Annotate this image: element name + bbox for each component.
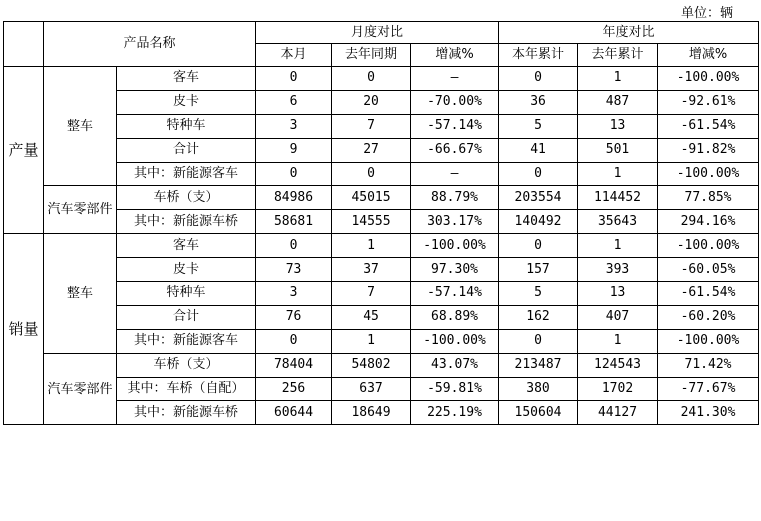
value-cell: -61.54% (658, 114, 759, 138)
value-cell: 256 (256, 377, 332, 401)
vehicle-group-cell: 整车 (44, 67, 117, 186)
value-cell: 35643 (578, 210, 658, 234)
value-cell: 37 (332, 258, 411, 282)
item-name-cell: 车桥（支） (117, 186, 256, 210)
item-name-cell: 客车 (117, 234, 256, 258)
table-row (4, 258, 759, 282)
item-name-cell: 皮卡 (117, 258, 256, 282)
monthly-header: 月度对比 (256, 22, 499, 44)
item-name-cell: 其中：新能源客车 (117, 329, 256, 353)
table-row (4, 305, 759, 329)
value-cell: 77.85% (658, 186, 759, 210)
value-cell: 0 (499, 234, 578, 258)
value-cell: 637 (332, 377, 411, 401)
value-cell: 303.17% (411, 210, 499, 234)
value-cell: -59.81% (411, 377, 499, 401)
value-cell: 140492 (499, 210, 578, 234)
value-cell: 71.42% (658, 353, 759, 377)
value-cell: -92.61% (658, 90, 759, 114)
value-cell: 203554 (499, 186, 578, 210)
value-cell: 393 (578, 258, 658, 282)
parts-group-cell: 汽车零部件 (44, 186, 117, 234)
value-cell: 14555 (332, 210, 411, 234)
value-cell: 124543 (578, 353, 658, 377)
value-cell: 294.16% (658, 210, 759, 234)
col-header: 增减% (411, 44, 499, 67)
value-cell: 1 (332, 329, 411, 353)
item-name-cell: 合计 (117, 305, 256, 329)
item-name-cell: 其中：新能源客车 (117, 162, 256, 186)
item-name-cell: 皮卡 (117, 90, 256, 114)
value-cell: 58681 (256, 210, 332, 234)
product-name-header: 产品名称 (44, 22, 256, 67)
value-cell: -100.00% (658, 329, 759, 353)
value-cell: -91.82% (658, 138, 759, 162)
value-cell: 43.07% (411, 353, 499, 377)
item-name-cell: 特种车 (117, 282, 256, 306)
value-cell: 1 (578, 329, 658, 353)
value-cell: 54802 (332, 353, 411, 377)
value-cell: 3 (256, 282, 332, 306)
value-cell: 44127 (578, 401, 658, 425)
value-cell: 0 (332, 162, 411, 186)
value-cell: 1 (578, 162, 658, 186)
value-cell: -60.20% (658, 305, 759, 329)
value-cell: -70.00% (411, 90, 499, 114)
value-cell: 487 (578, 90, 658, 114)
table-row (4, 90, 759, 114)
value-cell: 0 (499, 162, 578, 186)
item-name-cell: 其中：新能源车桥 (117, 210, 256, 234)
value-cell: 27 (332, 138, 411, 162)
sales-section-label: 销量 (4, 234, 44, 425)
value-cell: -100.00% (411, 329, 499, 353)
col-header: 去年累计 (578, 44, 658, 67)
parts-group-cell: 汽车零部件 (44, 353, 117, 425)
value-cell: 36 (499, 90, 578, 114)
col-header: 本月 (256, 44, 332, 67)
production-section-label: 产量 (4, 67, 44, 234)
table-row (4, 329, 759, 353)
value-cell: 84986 (256, 186, 332, 210)
value-cell: 0 (499, 329, 578, 353)
table-row (4, 353, 759, 377)
table-row (4, 162, 759, 186)
value-cell: 73 (256, 258, 332, 282)
value-cell: 13 (578, 114, 658, 138)
value-cell: — (411, 67, 499, 91)
value-cell: 157 (499, 258, 578, 282)
value-cell: -100.00% (411, 234, 499, 258)
value-cell: 13 (578, 282, 658, 306)
value-cell: 45 (332, 305, 411, 329)
value-cell: 0 (256, 162, 332, 186)
value-cell: 68.89% (411, 305, 499, 329)
value-cell: -60.05% (658, 258, 759, 282)
value-cell: 241.30% (658, 401, 759, 425)
table-row (4, 210, 759, 234)
item-name-cell: 特种车 (117, 114, 256, 138)
table-row (4, 67, 759, 91)
item-name-cell: 客车 (117, 67, 256, 91)
table-row (4, 186, 759, 210)
value-cell: 41 (499, 138, 578, 162)
value-cell: 501 (578, 138, 658, 162)
value-cell: 6 (256, 90, 332, 114)
value-cell: — (411, 162, 499, 186)
value-cell: 0 (256, 67, 332, 91)
value-cell: 0 (256, 234, 332, 258)
value-cell: 380 (499, 377, 578, 401)
value-cell: -66.67% (411, 138, 499, 162)
value-cell: 45015 (332, 186, 411, 210)
table-row (4, 234, 759, 258)
table-row (4, 138, 759, 162)
value-cell: 88.79% (411, 186, 499, 210)
value-cell: -61.54% (658, 282, 759, 306)
value-cell: 18649 (332, 401, 411, 425)
value-cell: 150604 (499, 401, 578, 425)
item-name-cell: 其中：车桥（自配） (117, 377, 256, 401)
value-cell: -57.14% (411, 114, 499, 138)
value-cell: 0 (332, 67, 411, 91)
value-cell: 407 (578, 305, 658, 329)
col-header: 去年同期 (332, 44, 411, 67)
value-cell: 0 (499, 67, 578, 91)
value-cell: -77.67% (658, 377, 759, 401)
value-cell: 60644 (256, 401, 332, 425)
item-name-cell: 其中：新能源车桥 (117, 401, 256, 425)
unit-label: 单位：辆 (680, 6, 733, 21)
value-cell: -100.00% (658, 234, 759, 258)
value-cell: 5 (499, 114, 578, 138)
item-name-cell: 合计 (117, 138, 256, 162)
value-cell: 9 (256, 138, 332, 162)
value-cell: 3 (256, 114, 332, 138)
value-cell: 5 (499, 282, 578, 306)
value-cell: 1 (578, 234, 658, 258)
corner-cell (4, 22, 44, 67)
col-header: 增减% (658, 44, 759, 67)
value-cell: 162 (499, 305, 578, 329)
value-cell: 7 (332, 114, 411, 138)
value-cell: 78404 (256, 353, 332, 377)
value-cell: 76 (256, 305, 332, 329)
col-header: 本年累计 (499, 44, 578, 67)
value-cell: 1 (332, 234, 411, 258)
value-cell: 1 (578, 67, 658, 91)
production-sales-table (3, 21, 759, 425)
value-cell: 213487 (499, 353, 578, 377)
value-cell: 225.19% (411, 401, 499, 425)
value-cell: 97.30% (411, 258, 499, 282)
item-name-cell: 车桥（支） (117, 353, 256, 377)
value-cell: 20 (332, 90, 411, 114)
value-cell: 1702 (578, 377, 658, 401)
value-cell: 7 (332, 282, 411, 306)
value-cell: 114452 (578, 186, 658, 210)
table-row (4, 401, 759, 425)
yearly-header: 年度对比 (499, 22, 759, 44)
vehicle-group-cell: 整车 (44, 234, 117, 353)
value-cell: -57.14% (411, 282, 499, 306)
table-row (4, 377, 759, 401)
value-cell: 0 (256, 329, 332, 353)
value-cell: -100.00% (658, 162, 759, 186)
table-row (4, 114, 759, 138)
value-cell: -100.00% (658, 67, 759, 91)
table-row (4, 282, 759, 306)
